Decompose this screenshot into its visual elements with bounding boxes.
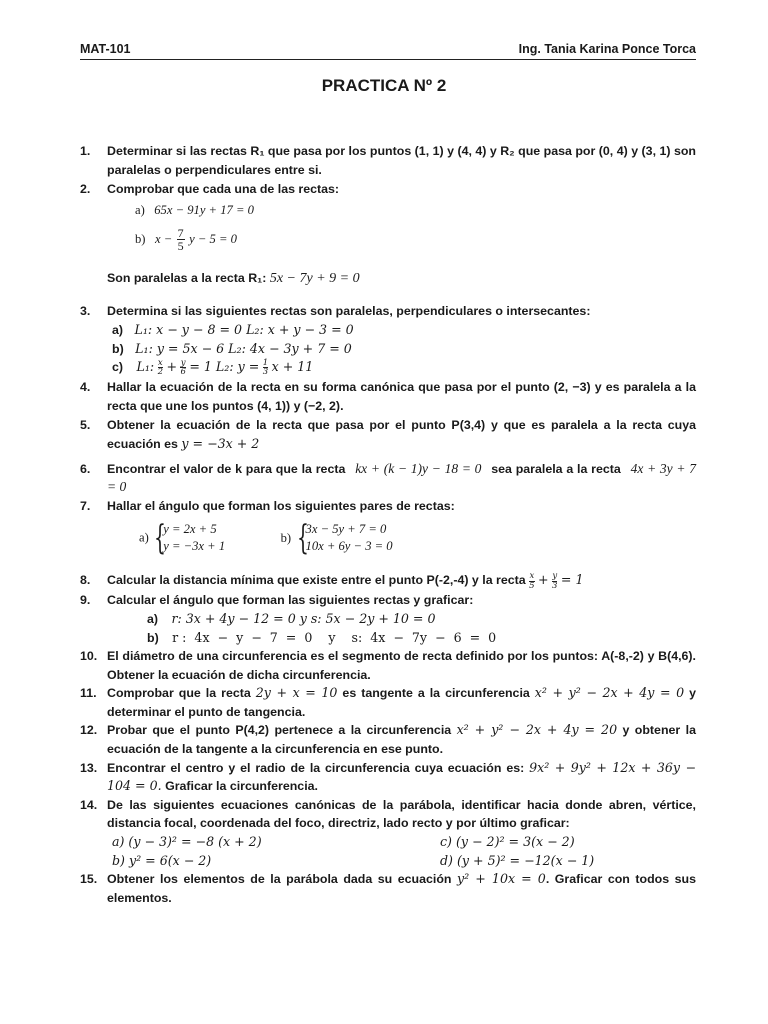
exercise-text: Encontrar el centro y el radio de la circunferencia cuya ecuación es: [107, 760, 525, 775]
exercise-2-part-b [107, 227, 696, 263]
exercise-text: El diámetro de una circunferencia es el segmento de recta definido por los puntos: A(-8,-2) y B(4,6). Obtener la ecuación de dicha circunferencia. [107, 649, 696, 682]
exercise-text: Comprobar que la recta [107, 686, 251, 701]
exercise-number: 15. [80, 872, 98, 887]
exercise-text: es tangente a la circunferencia [342, 686, 530, 701]
system-equation: 10x + 6y − 3 = 0 [305, 539, 393, 554]
exercise-9-part-a [107, 610, 696, 629]
fraction-numerator: x [157, 357, 163, 368]
equation: r: 3x + 4y − 12 = 0 y s: 5x − 2y + 10 = 0 [171, 610, 436, 626]
conclusion-text: Son paralelas a la recta R₁: [107, 270, 267, 285]
exercise-7 [80, 497, 696, 568]
operator: + [538, 572, 549, 588]
equation-end: x + 11 [271, 359, 314, 375]
exercise-14 [80, 796, 696, 870]
brace-icon: { [296, 518, 309, 559]
equation: 65x − 91y + 17 = 0 [154, 202, 254, 217]
equation: 4x + 3y + 7 = 0 [107, 460, 697, 495]
equation: x² + y² − 2x + 4y = 0 [534, 685, 685, 701]
fraction-numerator: x [529, 571, 535, 582]
course-code: MAT-101 [80, 42, 131, 56]
exercise-text: Hallar el ángulo que forman los siguientes pares de rectas: [107, 498, 455, 513]
system-equation: 3x − 5y + 7 = 0 [305, 522, 387, 537]
exercise-number: 11. [80, 686, 97, 701]
equation-middle: = 1 L₂: y = [189, 359, 260, 375]
part-label: a) [135, 202, 145, 217]
exercise-text: Hallar la ecuación de la recta en su forma canónica que pasa por el punto (2, −3) y es paralela a la recta que une los puntos (4, 1)) y (−2, 2). [107, 380, 696, 413]
equation: L₁: x − y − 8 = 0 L₂: x + y − 3 = 0 [134, 321, 354, 337]
exercise-2 [80, 180, 696, 288]
equation: y = −3x + 2 [181, 435, 260, 451]
system-a [154, 518, 226, 559]
part-label: b) [112, 341, 124, 356]
exercise-text: Determinar si las rectas R₁ que pasa por los puntos (1, 1) y (4, 4) y R₂ que pasa por (0, 4) y (3, 1) son paralelas o perpendiculares entre si. [107, 144, 696, 177]
part-label: a) [112, 322, 124, 337]
fraction-denominator: 5 [529, 580, 535, 591]
equation-end: y − 5 = 0 [189, 231, 237, 246]
exercise-number: 7. [80, 498, 91, 513]
exercise-text: sea paralela a la recta [491, 461, 621, 476]
part-label: c) [112, 360, 124, 375]
exercise-3-part-b [107, 340, 696, 359]
exercise-number: 2. [80, 182, 91, 197]
page-title: PRACTICA Nº 2 [321, 76, 447, 95]
fraction [529, 572, 534, 590]
exercise-number: 8. [80, 573, 91, 588]
fraction [263, 359, 268, 377]
exercise-9-part-b [107, 629, 696, 648]
fraction [180, 359, 185, 377]
exercise-text: y obtener la ecuación de la tangente a la circunferencia en ese punto. [107, 723, 696, 757]
exercise-3-part-a [107, 321, 696, 340]
fraction-denominator: 6 [180, 367, 186, 378]
fraction-numerator: y [552, 571, 558, 582]
fraction [177, 227, 185, 252]
fraction [158, 359, 163, 377]
exercise-text: Graficar la circunferencia. [165, 779, 318, 794]
exercise-number: 14. [80, 797, 98, 812]
exercise-3 [80, 302, 696, 378]
exercise-text: Probar que el punto P(4,2) pertenece a la circunferencia [107, 723, 452, 738]
exercise-9 [80, 591, 696, 647]
exercise-number: 13. [80, 760, 98, 775]
equation-start: x − [154, 231, 173, 246]
exercise-number: 12. [80, 723, 98, 738]
exercise-13 [80, 759, 696, 796]
exercise-text: . Graficar con todos sus elementos. [107, 872, 697, 905]
equation: y² + 10x = 0 [457, 871, 546, 887]
exercise-text: y determinar el punto de tangencia. [107, 686, 697, 719]
exercise-5 [80, 416, 696, 453]
brace-icon: { [154, 518, 167, 559]
exercise-text: Obtener la ecuación de la recta que pasa por el punto P(3,4) y que es paralela a la recta cuya ecuación es [107, 418, 696, 451]
exercise-text: De las siguientes ecuaciones canónicas de la parábola, identificar hacia donde abren, vértice, distancia focal, coordenada del foco, directriz, lado recto y por último graficar: [107, 797, 696, 831]
fraction-numerator: 7 [177, 225, 184, 240]
exercise-8 [80, 571, 696, 591]
exercise-text: Comprobar que cada una de las rectas: [107, 182, 340, 197]
equation-b: b) y² = 6(x − 2) [112, 852, 212, 868]
exercise-2-conclusion [107, 269, 696, 289]
equation: 9x² + 9y² + 12x + 36y − 104 = 0. [107, 759, 696, 794]
exercise-4 [80, 378, 696, 415]
equation: L₁: y = 5x − 6 L₂: 4x − 3y + 7 = 0 [135, 340, 352, 356]
exercise-number: 9. [80, 593, 91, 608]
equation-end: = 1 [560, 572, 584, 588]
exercise-1 [80, 142, 696, 179]
exercise-number: 10. [80, 649, 98, 664]
exercise-text: Calcular la distancia mínima que existe entre el punto P(-2,-4) y la recta [107, 573, 526, 588]
exercise-10 [80, 647, 696, 684]
equation: kx + (k − 1)y − 18 = 0 [355, 460, 482, 476]
exercise-text: Obtener los elementos de la parábola dada su ecuación [107, 872, 452, 887]
exercise-6 [80, 460, 696, 497]
equation: r : 4x − y − 7 = 0 y s: 4x − 7y − 6 = 0 [172, 629, 497, 645]
part-label: b) [147, 630, 159, 645]
exercise-14-row-1 [107, 833, 696, 852]
header-divider [80, 59, 696, 60]
instructor-name: Ing. Tania Karina Ponce Torca [518, 42, 696, 56]
exercise-text: Determina si las siguientes rectas son paralelas, perpendiculares o intersecantes: [107, 304, 591, 319]
system-b [296, 518, 393, 559]
equation: x² + y² − 2x + 4y = 20 [456, 722, 618, 738]
exercise-text: Encontrar el valor de k para que la recta [107, 461, 346, 476]
fraction-denominator: 3 [262, 367, 269, 378]
equation-c: c) (y − 2)² = 3(x − 2) [440, 834, 575, 850]
equation: 5x − 7y + 9 = 0 [269, 270, 360, 286]
exercise-11 [80, 684, 696, 721]
exercise-number: 1. [80, 144, 91, 158]
exercise-number: 4. [80, 380, 91, 395]
equation-a: a) (y − 3)² = −8 (x + 2) [112, 834, 262, 850]
operator: + [166, 359, 178, 375]
exercise-14-row-2 [107, 852, 696, 871]
fraction-denominator: 5 [177, 238, 184, 253]
exercise-number: 5. [80, 418, 91, 433]
fraction-numerator: 1 [262, 357, 269, 368]
fraction-denominator: 2 [157, 367, 164, 378]
equation-d: d) (y + 5)² = −12(x − 1) [440, 852, 595, 868]
page-header [80, 40, 696, 60]
fraction-numerator: y [180, 357, 186, 368]
exercise-number: 3. [80, 304, 91, 319]
part-label: b) [135, 231, 146, 246]
part-label: a) [139, 530, 149, 545]
part-label: b) [280, 530, 292, 545]
exercise-list [80, 142, 696, 907]
exercise-2-part-a [107, 201, 696, 221]
part-label: a) [147, 611, 159, 626]
fraction-denominator: 3 [552, 580, 558, 591]
equation: 2y + x = 10 [255, 685, 338, 701]
exercise-15 [80, 870, 696, 907]
exercise-number: 6. [80, 461, 91, 476]
exercise-12 [80, 721, 696, 758]
fraction [552, 572, 557, 590]
exercise-text: Calcular el ángulo que forman las siguientes rectas y graficar: [107, 593, 474, 608]
exercise-7-systems [107, 518, 696, 567]
system-equation: y = 2x + 5 [163, 522, 217, 537]
system-equation: y = −3x + 1 [163, 539, 226, 554]
exercise-3-part-c [107, 358, 696, 378]
equation-start: L₁: [136, 359, 155, 375]
